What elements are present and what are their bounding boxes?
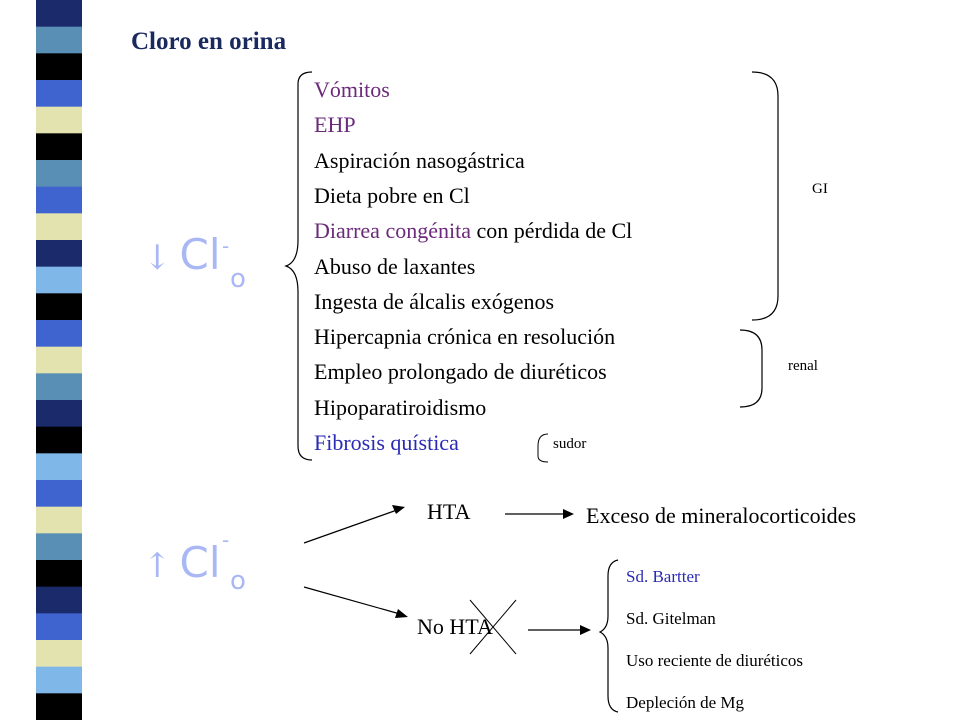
no-hta-cause-item: Sd. Gitelman	[626, 609, 716, 628]
line-to-hta-arrowhead	[392, 505, 405, 514]
arrow-hta-result-head	[563, 509, 574, 519]
renal-bracket-icon	[740, 330, 762, 407]
group-label-gi: GI	[812, 181, 828, 197]
cause-text: Ingesta de álcalis exógenos	[314, 288, 555, 314]
cause-text: Diarrea congénita	[314, 218, 471, 244]
gi-bracket-icon	[752, 72, 778, 320]
ion-subscript: o	[230, 566, 246, 596]
no-hta-cause-item: Sd. Bartter	[626, 567, 700, 586]
arrow-no-hta-causes-head	[580, 625, 591, 635]
ion-symbol: Cl	[179, 538, 221, 587]
down-arrow-icon: ↓	[143, 238, 172, 278]
up-arrow-icon: ↑	[143, 546, 172, 586]
cause-text: Aspiración nasogástrica	[314, 147, 525, 173]
no-hta-brace-icon	[600, 560, 618, 712]
cause-text: Dieta pobre en Cl	[314, 182, 470, 208]
line-to-hta	[304, 510, 397, 543]
line-to-no-hta-arrowhead	[395, 609, 408, 618]
cause-text: Vómitos	[314, 77, 390, 102]
branch-hta: HTA	[427, 499, 471, 524]
group-label-renal: renal	[788, 358, 818, 374]
cause-text: Hipercapnia crónica en resolución	[314, 324, 616, 350]
branch-no-hta: No HTA	[417, 614, 493, 639]
cause-text: Fibrosis quística	[314, 430, 459, 455]
cause-text: con pérdida de Cl	[470, 218, 633, 244]
no-hta-cause-item: Uso reciente de diuréticos	[626, 651, 804, 670]
no-hta-cause-item: Depleción de Mg	[626, 693, 745, 712]
note-sudor: sudor	[553, 436, 587, 452]
cause-text: Hipoparatiroidismo	[314, 394, 487, 420]
left-brace-icon	[286, 72, 312, 460]
cause-text: EHP	[314, 112, 356, 138]
line-to-no-hta	[304, 587, 400, 614]
ion-charge: -	[222, 234, 230, 258]
ion-symbol: Cl	[179, 230, 221, 279]
ion-charge: -	[222, 528, 230, 552]
slide-title: Cloro en orina	[131, 28, 287, 55]
cause-text: Empleo prolongado de diuréticos	[314, 359, 607, 385]
sudor-bracket-icon	[538, 434, 548, 462]
ion-subscript: o	[230, 264, 246, 294]
cause-text: Abuso de laxantes	[314, 253, 476, 279]
result-hta: Exceso de mineralocorticoides	[586, 503, 857, 528]
